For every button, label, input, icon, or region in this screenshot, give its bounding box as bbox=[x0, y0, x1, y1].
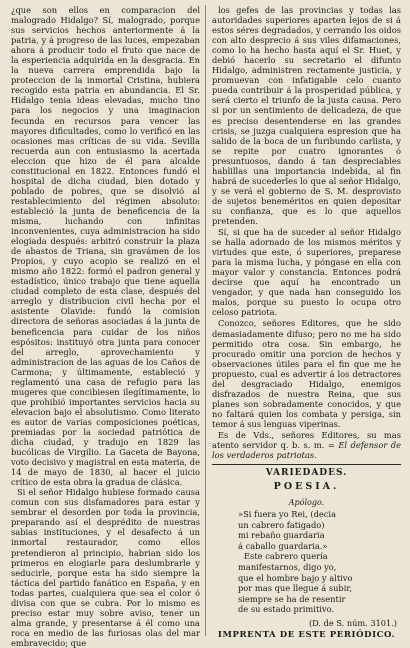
section-divider bbox=[212, 464, 401, 465]
article-paragraph: Conozco, señores Editores, que he sido demasiadamente difuso; pero no me ha sido permitido otra cosa. Sin embargo, he procurado omitir una porcion de hechos y observaciones útiles para el fin que me he propuesto, cual es advertir á los detractores del desgraciado Hidalgo, enemigos disfrazados de nuestra Reina, que sus planes son sobradamente conocidos, y que no faltará quien los combata y persiga, sin temor á sus lenguas viperinas. bbox=[212, 318, 401, 429]
poem-line: de su estado primitivo. bbox=[238, 604, 335, 615]
poem-line: siempre se ha de resentir bbox=[238, 593, 346, 604]
signoff-text: Es de Vds., señores Editores, su mas atento servidor q. b. s. m. = bbox=[212, 429, 401, 451]
poesia-title: POESIA. bbox=[273, 481, 340, 493]
poem-line: un cabrero fatigado) bbox=[238, 519, 325, 530]
poem-line: á caballo guardaria.» bbox=[238, 540, 328, 551]
letter-signature: El defensor de los verdaderos patriotas. bbox=[212, 440, 401, 461]
poem-title: Apólogo. bbox=[288, 498, 325, 508]
article-paragraph: Si el señor Hidalgo hubiese formado causa comun con sus disfamadores para estar y sembrar el desorden por toda la provincia, preparando así el desprédito de nuestras sabias instituciones, y el desafecto á un inmortal restaurador, como ellos pretendieron al principio, habrian sido los primeros en elogiarle para deslumbrarle y seducirle, porque esta ha sido siempre la táctica del partido fanático en España, y en todas partes, cualquiera que sea el color ó divisa con que se cubra. Por lo mismo es preciso estar muy sobre aviso, tener un alma grande, y presentarse á él como una roca en medio de las furiosas olas del mar embravecido; que bbox=[11, 487, 200, 648]
article-paragraph: los gefes de las provincias y todas las autoridades superiores aparten lejos de si á estos séres degradados, y cerrando los oidos con alto desprecio á sus viles difamaciones, como lo ha hecho hasta aquí el Sr. Huet, y debió hacerlo su secretario el difunto Hidalgo, administren rectamente justicia, y promuevan con infatigable celo cuanto pueda contribuir á la prosperidad pública, y será cierto el triunfo de la justa causa. Pero si por un sentimiento de delicadeza, de que es preciso desentenderse en las grandes crisis, se juzga cualquiera espresion que ha salido de la boca de un furibundo carlista, y se repite por cuatro ignorantes ó presuntuosos, dando á tan despreciables hablillas una importancia indebida, al fin habrá de sucederles lo que al señor Hidalgo, y se verá el gobierno de S. M. desprovisto de sujetos beneméritos en quien depositar su confianza, que es lo que aquellos pretenden. bbox=[212, 5, 401, 226]
printer-imprint: IMPRENTA DE ESTE PERIÓDICO. bbox=[217, 630, 396, 641]
letter-signoff bbox=[212, 430, 401, 460]
poem-line: Este cabrero quería bbox=[244, 551, 328, 562]
poem-line: manifestarnos, digo yo, bbox=[238, 562, 337, 573]
article-columns bbox=[11, 5, 401, 648]
poem-line: mi rebaño guardaria bbox=[238, 530, 325, 541]
left-column bbox=[11, 5, 205, 648]
poem bbox=[212, 509, 401, 615]
poem-line: que el hombre bajo y altivo bbox=[238, 572, 353, 583]
right-column bbox=[205, 5, 401, 641]
poem-signature: (D. de S. núm. 3101.) bbox=[308, 618, 397, 629]
poem-line: por mas que llegue á subir, bbox=[238, 583, 353, 594]
poem-line: »Si fuera yo Rei, (decia bbox=[238, 509, 337, 520]
article-paragraph: Sí, si que ha de suceder al señor Hidalgo se halla adornado de los mismos méritos y virtudes que este, ó superiores, preparese para la misma lucha, y póngase en ella con mayor valor y constancia. Entonces podrá decirse que aquí ha encontrado un vengador, y que nada han conseguido los malos, porque su puesto lo ocupa otro celoso patriota. bbox=[212, 227, 401, 318]
variedades-heading: VARIEDADES. bbox=[265, 468, 348, 479]
article-paragraph: ¿que son ellos en comparacion del malogrado Hidalgo? Sí, malogrado, porque sus servicios hechos anteriormente á la patria, y á progreso de las luces, empezaban ahora á producir todo el fruto que nace de la esperiencia adquirida en la desgracia. En la nueva carrera emprendida bajo la proteccion de la inmortal Cristina, hubiera recogido esta patria en abundancia. El Sr. Hidalgo tenia ideas elevadas, mucho tino para los negocios y una imaginacion fecunda en recursos para vencer las mayores dificultades, como lo verificó en las ocasiones mas críticas de su vida. Sevilla recuerda aun con entusiasmo la acertada eleccion que hizo de él para alcalde constitucional en 1822. Entonces fundó el hospital de dicha ciudad, bien dotado y poblado de pobres, que se disolvió al restablecimiento del régimen absoluto: estableció la junta de beneficencia de la misma, luchando con infinitas inconvenientes, cuya administracion ha sido elogiada después: arbitró construir la plaza de abastos de Triana, sin gravámen de los Propios, y cuyo acopio se realizó en el mismo año 1822: formó el padron general y estadístico, único trabajo que tiene aquella ciudad completo de esta clase, después del arreglo y distribucion civil hecha por el asistente Olavide: fundó la comision directora de señoras asociadas á la junta de beneficencia para cuidar de los niños espósitos: instituyó otra junta para conocer del arreglo, aprovechamiento y administracion de las aguas de los Caños de Carmona; y últimamente, estableció y reglamentó una casa de refugio para las mugeres que concibiesen ilegítimamente, lo que prohibió importantes servicios hacia su elevacion bajo el absolutismo. Como literato es autor de varias composiciones poéticas, premiadas por la sociedad patriótica de dicha ciudad, y tradujo en 1829 las bucólicas de Virgilio. La Gaceta de Bayona, voto decisivo y magistral en esta materia, de 14 de mayo de 1830, al hacer el juicio crítico de esta obra la gradua de clásica. bbox=[11, 5, 200, 488]
